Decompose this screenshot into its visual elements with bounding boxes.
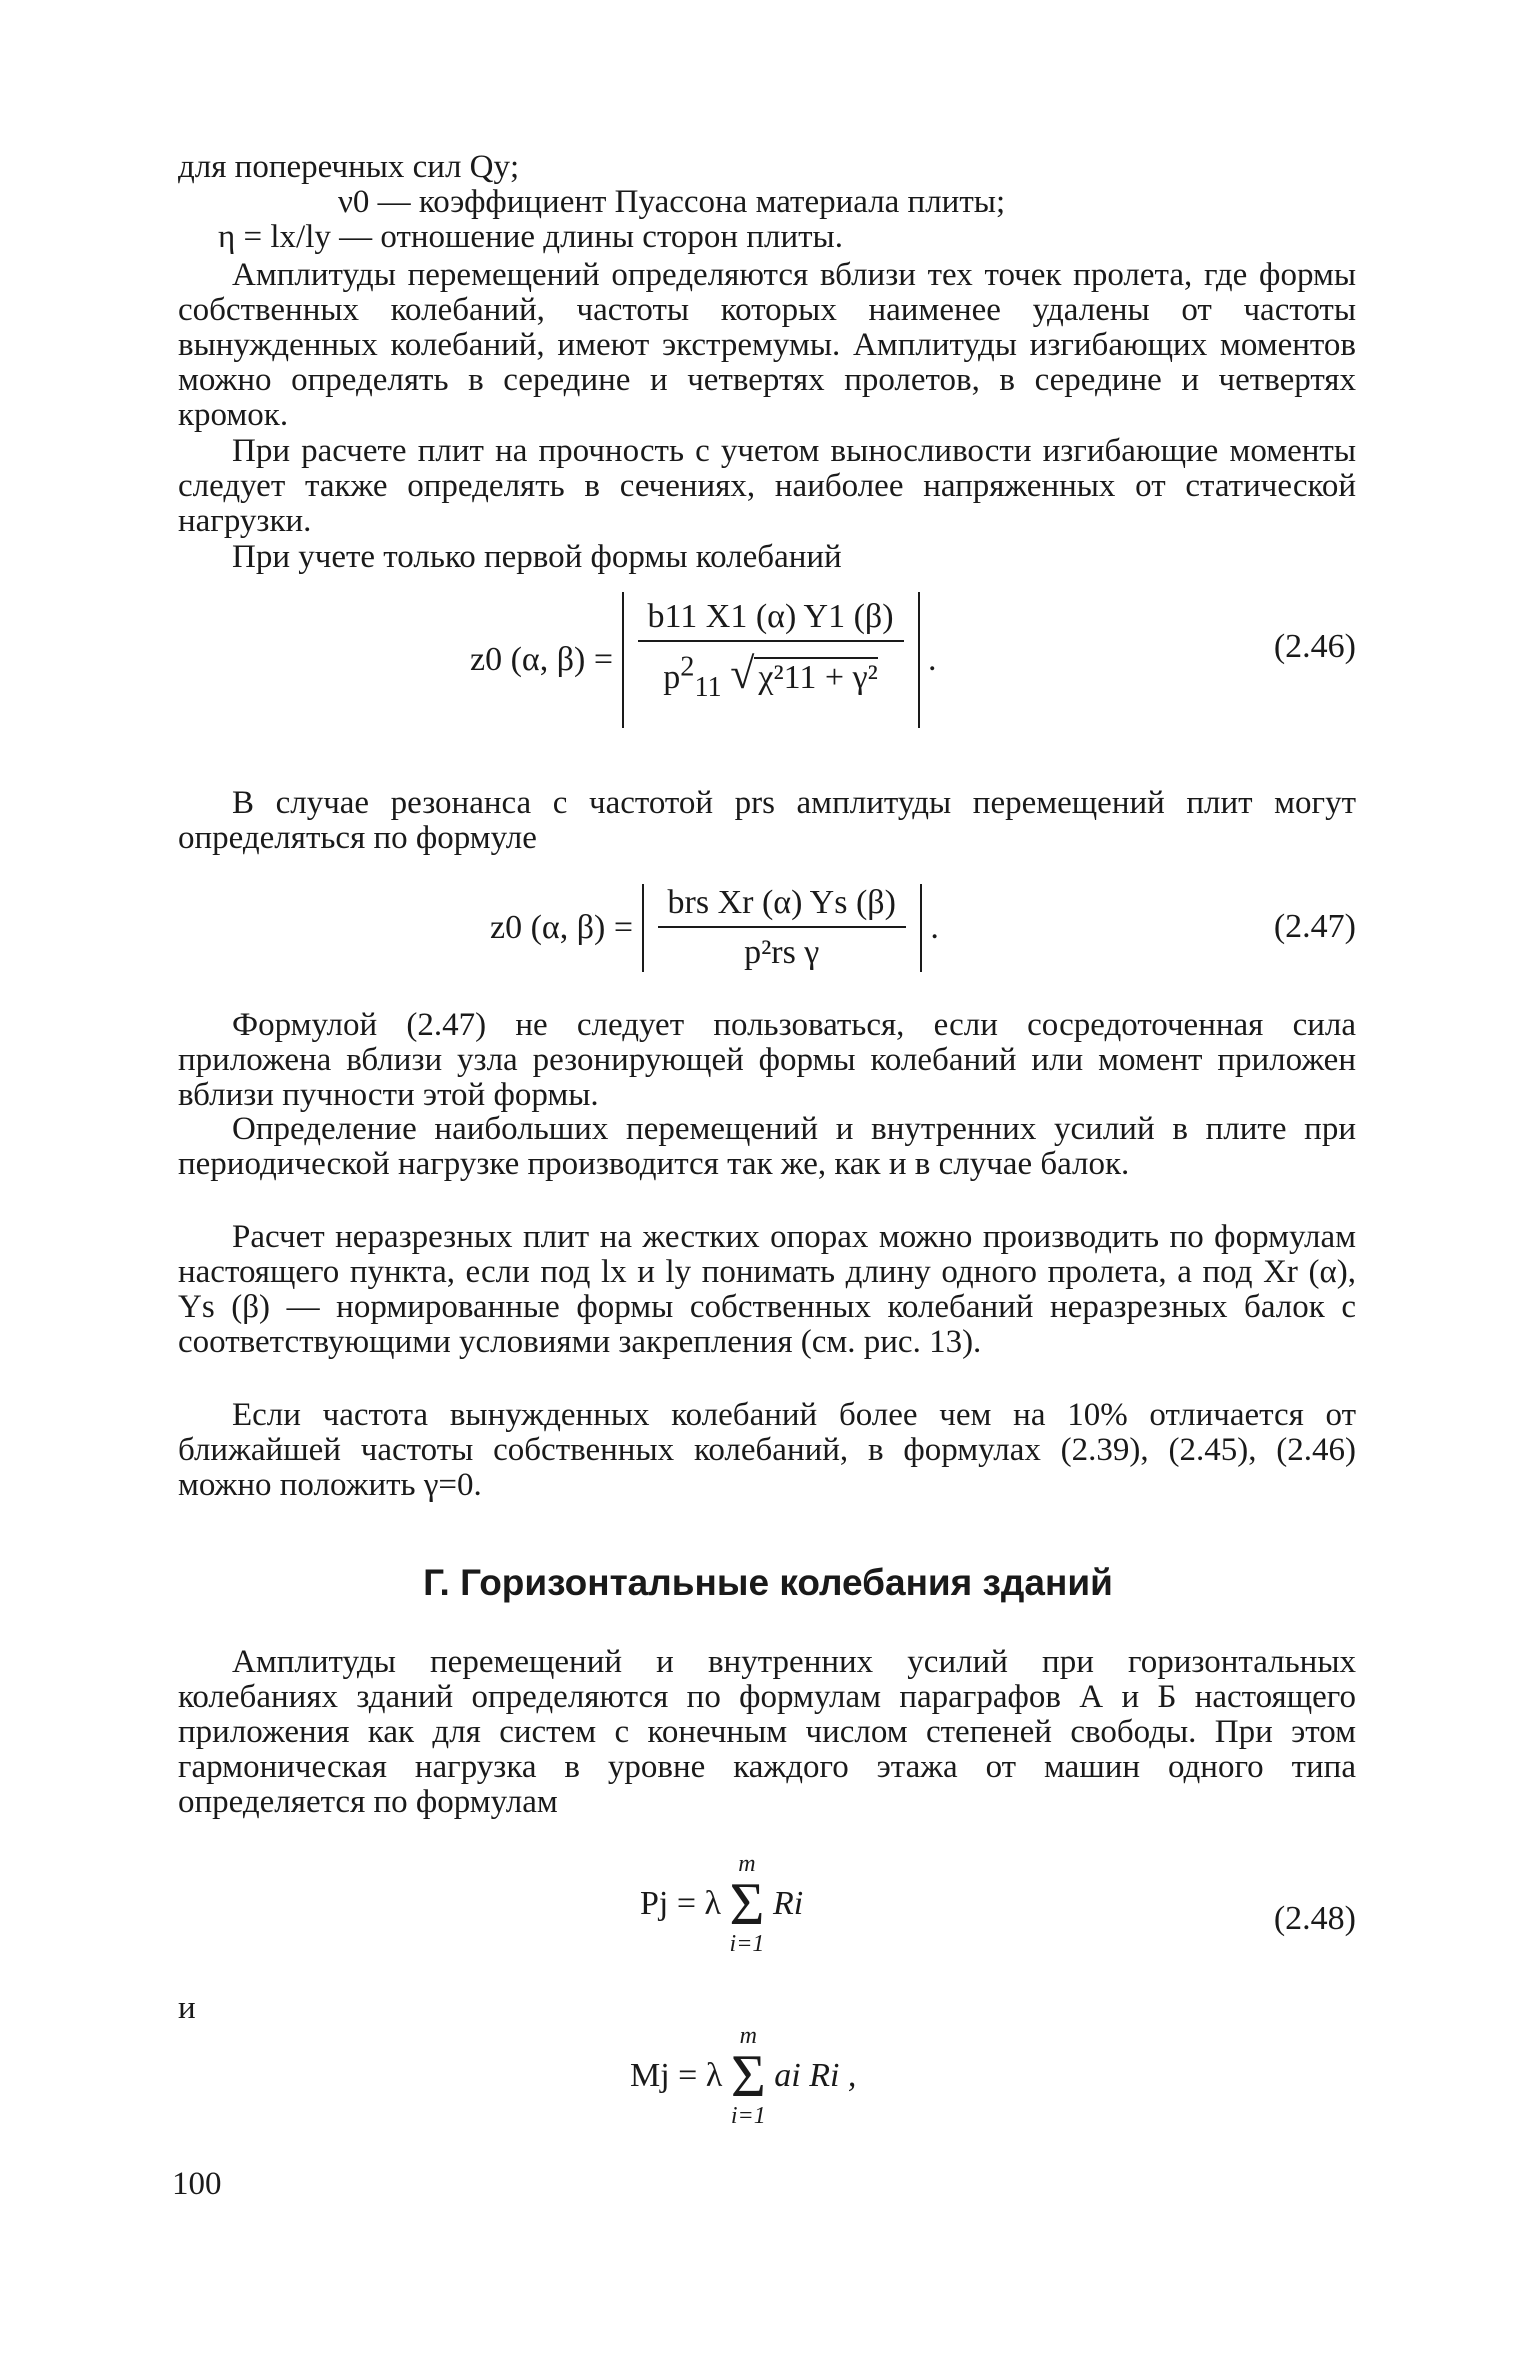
paragraph-4-block bbox=[178, 786, 1356, 856]
eq249-sum bbox=[731, 2024, 766, 2128]
paragraph-2: При расчете плит на прочность с учетом выносливости изгибающие моменты следует также определять в сечениях, наиболее напряженных от статической нагрузки. bbox=[178, 433, 1356, 539]
intro-line-2: ν0 — коэффициент Пуассона материала плиты; bbox=[338, 184, 1006, 220]
eq246-den-sup: 2 bbox=[680, 651, 695, 683]
equation-2-48-number: (2.48) bbox=[1273, 1900, 1356, 1937]
eq249-upper: m bbox=[739, 2023, 757, 2049]
conjunction-and: и bbox=[178, 1990, 196, 2026]
paragraph-8: Если частота вынужденных колебаний более чем на 10% отличается от ближайшей частоты собственных колебаний, в формулах (2.39), (2.45), (2.46) можно положить γ=0. bbox=[178, 1397, 1356, 1503]
page-number: 100 bbox=[172, 2166, 222, 2202]
paragraph-7-block bbox=[178, 1220, 1356, 1360]
eq246-root-sign: √ bbox=[730, 649, 755, 698]
eq246-numerator: b11 X1 (α) Y1 (β) bbox=[638, 598, 904, 642]
eq248-lhs: Pj = λ bbox=[640, 1885, 722, 1922]
eq249-sigma: Σ bbox=[730, 2043, 766, 2109]
eq246-root: χ²11 + γ² bbox=[754, 657, 877, 696]
paragraph-4: В случае резонанса с частотой prs амплитуды перемещений плит могут определяться по формуле bbox=[178, 785, 1356, 856]
paragraph-6-block bbox=[178, 1112, 1356, 1182]
paragraph-9-block bbox=[178, 1645, 1356, 1820]
eq246-abs bbox=[622, 592, 920, 728]
section-heading: Г. Горизонтальные колебания зданий bbox=[423, 1562, 1113, 1603]
paragraph-2-block bbox=[178, 434, 1356, 539]
equation-2-48 bbox=[640, 1852, 803, 1956]
eq247-abs bbox=[642, 884, 922, 972]
intro-line-3: η = lx/ly — отношение длины сторон плиты. bbox=[218, 219, 843, 255]
eq246-fraction bbox=[638, 598, 904, 704]
paragraph-5: Формулой (2.47) не следует пользоваться, если сосредоточенная сила приложена вблизи узла резонирующей формы колебаний или момент приложен вблизи пучности этой формы. bbox=[178, 1007, 1356, 1113]
eq246-lhs: z0 (α, β) = bbox=[470, 641, 614, 678]
eq249-lower: i=1 bbox=[730, 2103, 766, 2129]
eq246-den-p: p bbox=[663, 659, 681, 696]
paragraph-6: Определение наибольших перемещений и внутренних усилий в плите при периодической нагрузке производится так же, как и в случае балок. bbox=[178, 1111, 1356, 1182]
intro-block bbox=[178, 150, 1356, 255]
paragraph-3: При учете только первой формы колебаний bbox=[232, 539, 842, 575]
eq248-upper: m bbox=[738, 1851, 756, 1877]
paragraph-7: Расчет неразрезных плит на жестких опорах можно производить по формулам настоящего пункта, если под lx и ly понимать длину одного пролета, а под Xr (α), Ys (β) — нормированные формы собственных колебаний неразрезных балок с соответствующими условиями закрепления (см. рис. 13). bbox=[178, 1219, 1356, 1360]
eq246-den-sub: 11 bbox=[694, 671, 722, 703]
eq246-denominator bbox=[638, 642, 904, 704]
eq248-lower: i=1 bbox=[729, 1931, 765, 1957]
eq247-fraction bbox=[658, 884, 906, 972]
eq247-tail: . bbox=[930, 909, 939, 946]
eq247-denominator: p²rs γ bbox=[744, 934, 820, 971]
eq246-tail: . bbox=[928, 641, 937, 678]
paragraph-1: Амплитуды перемещений определяются вблизи тех точек пролета, где формы собственных колебаний, частоты которых наименее удалены от частоты вынужденных колебаний, имеют экстремумы. Амплитуды изгибающих моментов можно определять в середине и четвертях пролетов, в середине и четвертях кромок. bbox=[178, 257, 1356, 433]
equation-2-47-number: (2.47) bbox=[1273, 908, 1356, 945]
eq248-rhs: Ri bbox=[772, 1885, 804, 1922]
eq248-sum bbox=[730, 1852, 765, 1956]
paragraph-5-block bbox=[178, 1008, 1356, 1113]
equation-2-46-number: (2.46) bbox=[1273, 628, 1356, 665]
equation-2-46 bbox=[470, 592, 937, 728]
eq247-numerator: brs Xr (α) Ys (β) bbox=[658, 884, 906, 928]
eq249-rhs: ai Ri , bbox=[774, 2057, 857, 2094]
eq248-sigma: Σ bbox=[729, 1871, 765, 1937]
paragraph-9: Амплитуды перемещений и внутренних усилий при горизонтальных колебаниях зданий определяются по формулам параграфов А и Б настоящего приложения как для систем с конечным числом степеней свободы. При этом гармоническая нагрузка в уровне каждого этажа от машин одного типа определяется по формулам bbox=[178, 1644, 1356, 1820]
equation-2-47 bbox=[490, 884, 939, 972]
intro-line-1: для поперечных сил Qy; bbox=[178, 149, 520, 185]
eq247-lhs: z0 (α, β) = bbox=[490, 909, 634, 946]
paragraph-8-block bbox=[178, 1398, 1356, 1503]
paragraph-1-block bbox=[178, 258, 1356, 433]
equation-2-49 bbox=[630, 2024, 856, 2128]
paragraph-3-block bbox=[178, 540, 1356, 575]
eq249-lhs: Mj = λ bbox=[630, 2057, 723, 2094]
